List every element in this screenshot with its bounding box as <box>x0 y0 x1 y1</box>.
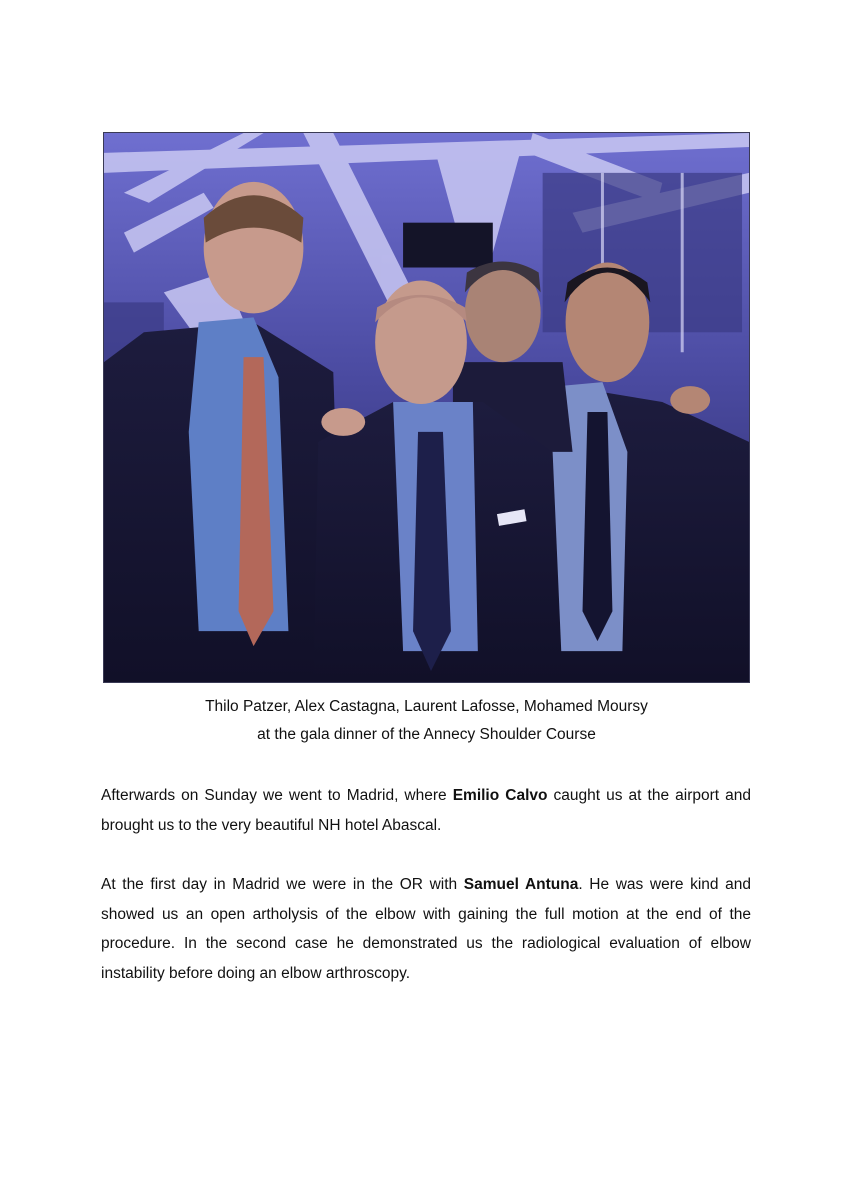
paragraph-madrid-arrival <box>101 781 751 840</box>
person-name-bold: Samuel Antuna <box>463 876 579 893</box>
paragraph-first-day <box>101 870 751 988</box>
group-photo-illustration <box>104 133 749 682</box>
person-name-bold: Emilio Calvo <box>452 787 548 804</box>
paragraph-text: . He was were kind and showed us an open artholysis of the elbow with gaining the full motion at the end of the procedure. In the second case he demonstrated us the radiological evaluation of elbow instability before doing an elbow arthroscopy. <box>101 876 752 982</box>
paragraph-text: At the first day in Madrid we were in the OR with <box>101 876 464 893</box>
paragraph-text: caught us at the airport and brought us to the very beautiful NH hotel Abascal. <box>101 787 751 834</box>
photo-caption-line-1: Thilo Patzer, Alex Castagna, Laurent Lafosse, Mohamed Moursy <box>205 698 648 715</box>
group-photo <box>103 132 750 683</box>
photo-caption-line-2: at the gala dinner of the Annecy Shoulder Course <box>257 726 596 743</box>
paragraph-text: Afterwards on Sunday we went to Madrid, where <box>101 787 453 804</box>
